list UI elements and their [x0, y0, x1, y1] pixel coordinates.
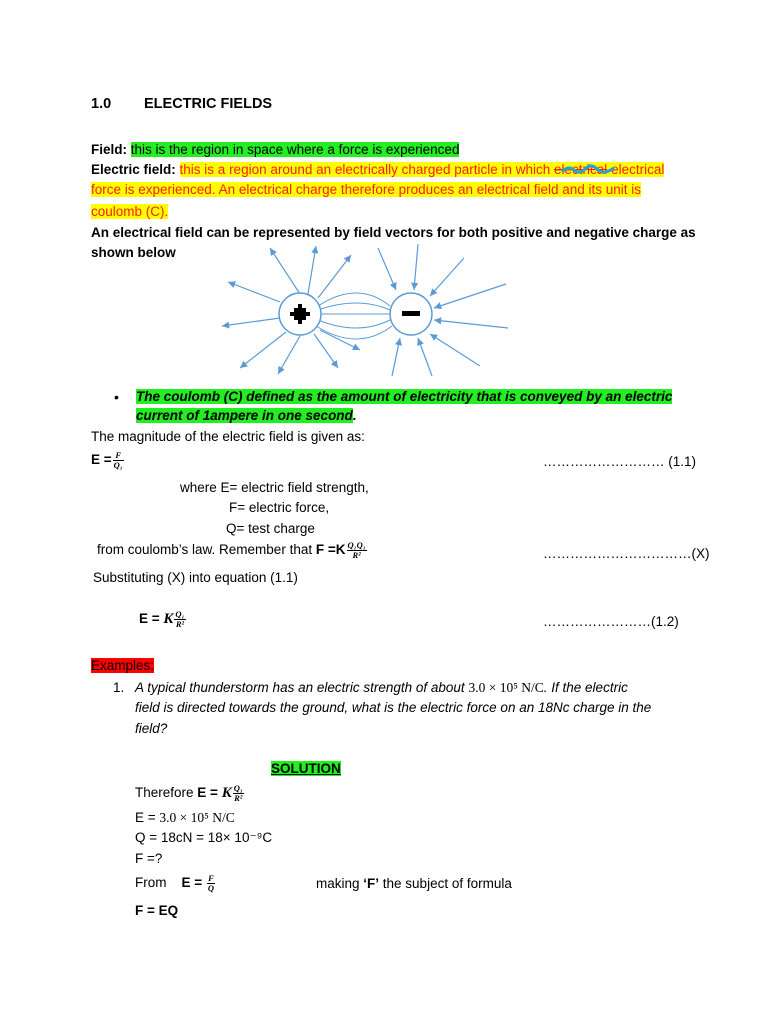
field-lines-diagram — [218, 240, 518, 380]
electric-field-term: Electric field: — [91, 162, 176, 177]
making-subject-line: making ‘F’ the subject of formula — [316, 876, 512, 891]
solution-e-line: E = 3.0 × 10⁵ N/C — [135, 810, 235, 825]
coulomb-formula-lhs: F =K — [315, 542, 346, 558]
field-term: Field: — [91, 142, 127, 157]
connecting-lines — [316, 293, 392, 339]
field-vectors — [222, 244, 508, 376]
where-line3: Q= test charge — [226, 521, 315, 536]
substituting-line: Substituting (X) into equation (1.1) — [93, 570, 298, 585]
from-fraction: $\frac{F}{Q}$ — [207, 873, 215, 893]
bullet-period: . — [352, 408, 357, 423]
section-number: 1.0 — [91, 96, 112, 112]
coulomb-law-line — [97, 541, 368, 560]
bullet-text-line2: current of 1ampere in one second — [136, 408, 353, 423]
eq1-lhs: E = — [91, 452, 112, 468]
eq1-fraction: $\frac{F}{\text{Q₁}}$ — [113, 450, 123, 470]
example1-line3: field? — [135, 721, 168, 736]
solution-fraction: $\frac{\text{Q₁}}{\text{R²}}$ — [233, 783, 243, 803]
examples-label: Examples: — [91, 658, 155, 673]
bullet-line1 — [136, 389, 672, 404]
representation-line2: shown below — [91, 245, 176, 260]
minus-icon — [402, 311, 420, 316]
electric-field-text-line1: this is a region around an electrically charged particle in which — [179, 162, 551, 177]
solution-from-line: From E = $\frac{F}{Q}$ — [135, 873, 215, 893]
electric-field-text-line3: coulomb (C). — [91, 204, 169, 219]
electric-field-definition-line2 — [91, 182, 641, 197]
example1-number: 1. — [113, 680, 125, 695]
electric-field-text-line1-end: electrical — [611, 162, 665, 177]
eq2-ref: ……………………(1.2) — [543, 614, 679, 629]
example1-line2: field is directed towards the ground, what is the electric force on an 18Nc charge in the — [135, 700, 652, 715]
solution-result: F = EQ — [135, 903, 179, 918]
equation-1-2: E = K $\frac{\text{Q₁}}{\text{R²}}$ — [139, 609, 185, 629]
where-line1: where E= electric field strength, — [180, 480, 369, 495]
section-title: ELECTRIC FIELDS — [144, 96, 273, 112]
electric-field-text-line2: force is experienced. An electrical charge therefore produces an electrical field and its unit is — [91, 182, 642, 197]
electric-field-definition-line3 — [91, 204, 168, 219]
bullet-text-line1: The coulomb (C) defined as the amount of electricity that is conveyed by an electric — [136, 389, 673, 404]
example1-line1: A typical thunderstorm has an electric strength of about 3.0 × 10⁵ N/C. If the electric — [135, 680, 628, 695]
where-line2: F= electric force, — [229, 500, 330, 515]
solution-q-line: Q = 18cN = 18× 10⁻⁹C — [135, 830, 273, 845]
magnitude-intro: The magnitude of the electric field is given as: — [91, 429, 365, 444]
eq2-fraction: $\frac{\text{Q₁}}{\text{R²}}$ — [175, 609, 185, 629]
field-definition-text: this is the region in space where a force is experienced — [130, 142, 460, 157]
eq1-ref: ……………………… (1.1) — [543, 454, 697, 469]
coulomb-fraction: $\frac{\text{Q₁Q₁}}{\text{R²}}$ — [347, 540, 366, 560]
coulomb-law-text: from coulomb’s law. Remember that — [97, 542, 313, 558]
representation-line1: An electrical field can be represented by field vectors for both positive and negative charge as — [91, 225, 696, 240]
bullet-line2 — [136, 408, 357, 423]
struck-word: electrical — [554, 162, 608, 177]
bullet-dot: • — [114, 389, 119, 405]
equation-1-1 — [91, 451, 125, 470]
solution-therefore: Therefore E = K $\frac{\text{Q₁}}{\text{R²}}$ — [135, 783, 243, 803]
solution-label: SOLUTION — [271, 761, 341, 776]
coulomb-ref: ……………………………(X) — [543, 546, 710, 561]
squiggle-mark-icon — [560, 163, 616, 175]
field-definition — [91, 142, 459, 157]
solution-f-line: F =? — [135, 851, 163, 866]
